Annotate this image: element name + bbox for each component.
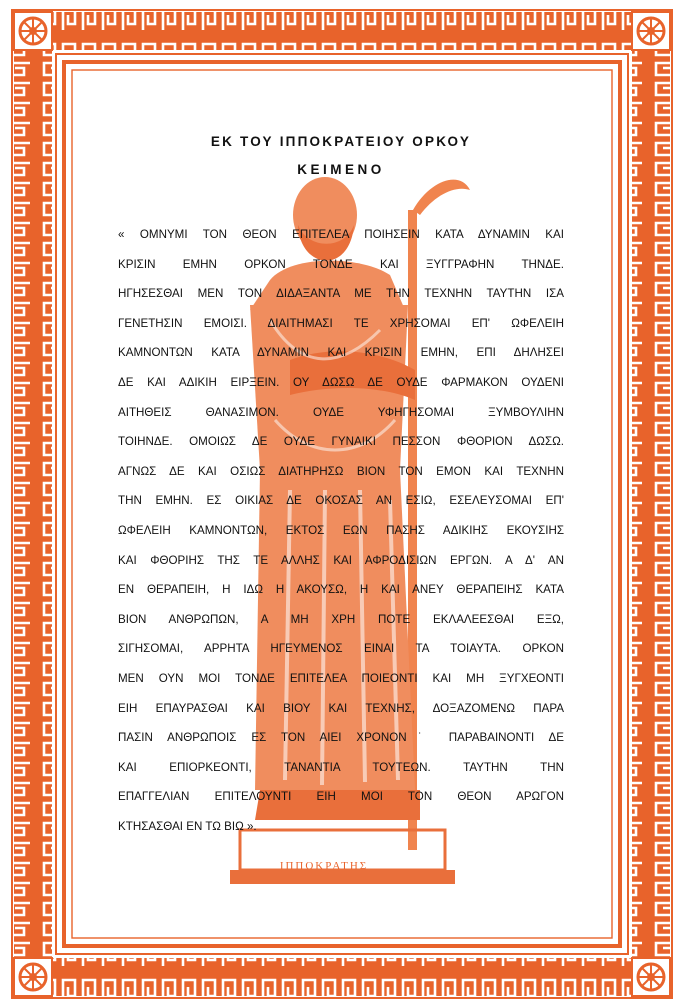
oath-line: ΤΗΝ ΕΜΗΝ. ΕΣ ΟΙΚΙΑΣ ΔΕ ΟΚΟΣΑΣ ΑΝ ΕΣΙΩ, ΕΣΕΛΕΥΣΟΜΑΙ ΕΠ' bbox=[118, 494, 564, 508]
document-title: ΕΚ ΤΟΥ ΙΠΠΟΚΡΑΤΕΙΟΥ ΟΡΚΟΥ bbox=[210, 134, 472, 149]
oath-line: ΔΕ ΚΑΙ ΑΔΙΚΙΗ ΕΙΡΞΕΙΝ. ΟΥ ΔΩΣΩ ΔΕ ΟΥΔΕ ΦΑΡΜΑΚΟΝ ΟΥΔΕΝΙ bbox=[118, 375, 564, 389]
document-subtitle: ΚΕΙΜΕΝΟ bbox=[297, 162, 385, 177]
oath-line: ΚΑΙ ΦΘΟΡΙΗΣ ΤΗΣ ΤΕ ΑΛΛΗΣ ΚΑΙ ΑΦΡΟΔΙΣΙΩΝ ΕΡΓΩΝ. Α Δ' ΑΝ bbox=[118, 553, 564, 567]
oath-line: ΚΑΜΝΟΝΤΩΝ ΚΑΤΑ ΔΥΝΑΜΙΝ ΚΑΙ ΚΡΙΣΙΝ ΕΜΗΝ, ΕΠΙ ΔΗΛΗΣΕΙ bbox=[118, 346, 564, 360]
oath-line: ΚΡΙΣΙΝ ΕΜΗΝ ΟΡΚΟΝ ΤΟΝΔΕ ΚΑΙ ΞΥΓΓΡΑΦΗΝ ΤΗΝΔΕ. bbox=[118, 257, 564, 271]
oath-line: ΒΙΟΝ ΑΝΘΡΩΠΩΝ, Α ΜΗ ΧΡΗ ΠΟΤΕ ΕΚΛΑΛΕΕΣΘΑΙ ΕΞΩ, bbox=[118, 612, 564, 626]
oath-line: ΤΟΙΗΝΔΕ. ΟΜΟΙΩΣ ΔΕ ΟΥΔΕ ΓΥΝΑΙΚΙ ΠΕΣΣΟΝ ΦΘΟΡΙΟΝ ΔΩΣΩ. bbox=[118, 435, 564, 449]
oath-line: ΕΠΑΓΓΕΛΙΑΝ ΕΠΙΤΕΛΟΥΝΤΙ ΕΙΗ ΜΟΙ ΤΟΝ ΘΕΟΝ ΑΡΩΓΟΝ bbox=[118, 790, 564, 804]
corner-rosette-icon bbox=[632, 958, 670, 996]
oath-line: ΠΑΣΙΝ ΑΝΘΡΩΠΟΙΣ ΕΣ ΤΟΝ ΑΙΕΙ ΧΡΟΝΟΝ˙ ΠΑΡΑΒΑΙΝΟΝΤΙ ΔΕ bbox=[118, 731, 564, 745]
oath-content bbox=[118, 128, 564, 888]
corner-rosette-icon bbox=[14, 12, 52, 50]
oath-line: ΜΕΝ ΟΥΝ ΜΟΙ ΤΟΝΔΕ ΕΠΙΤΕΛΕΑ ΠΟΙΕΟΝΤΙ ΚΑΙ ΜΗ ΞΥΓΧΕΟΝΤΙ bbox=[118, 671, 564, 685]
statue-caption: ΙΠΠΟΚΡΑΤΗΣ bbox=[279, 860, 369, 872]
oath-text bbox=[118, 220, 564, 841]
oath-line: ΑΓΝΩΣ ΔΕ ΚΑΙ ΟΣΙΩΣ ΔΙΑΤΗΡΗΣΩ ΒΙΟΝ ΤΟΝ ΕΜΟΝ ΚΑΙ ΤΕΧΝΗΝ bbox=[118, 464, 564, 478]
oath-line: ΑΙΤΗΘΕΙΣ ΘΑΝΑΣΙΜΟΝ. ΟΥΔΕ ΥΦΗΓΗΣΟΜΑΙ ΞΥΜΒΟΥΛΙΗΝ bbox=[118, 405, 564, 419]
oath-line: ΚΑΙ ΕΠΙΟΡΚΕΟΝΤΙ, ΤΑΝΑΝΤΙΑ ΤΟΥΤΕΩΝ. ΤΑΥΤΗΝ ΤΗΝ bbox=[118, 760, 564, 774]
oath-line: ΩΦΕΛΕΙΗ ΚΑΜΝΟΝΤΩΝ, ΕΚΤΟΣ ΕΩΝ ΠΑΣΗΣ ΑΔΙΚΙΗΣ ΕΚΟΥΣΙΗΣ bbox=[118, 523, 564, 537]
oath-line: ΕΙΗ ΕΠΑΥΡΑΣΘΑΙ ΚΑΙ ΒΙΟΥ ΚΑΙ ΤΕΧΝΗΣ, ΔΟΞΑΖΟΜΕΝΩ ΠΑΡΑ bbox=[118, 701, 564, 715]
oath-line: ΚΤΗΣΑΣΘΑΙ ΕΝ ΤΩ ΒΙΩ ». bbox=[118, 819, 257, 833]
oath-line: ΕΝ ΘΕΡΑΠΕΙΗ, Η ΙΔΩ Η ΑΚΟΥΣΩ, Η ΚΑΙ ΑΝΕΥ ΘΕΡΑΠΕΙΗΣ ΚΑΤΑ bbox=[118, 583, 564, 597]
corner-rosette-icon bbox=[14, 958, 52, 996]
oath-line: ΣΙΓΗΣΟΜΑΙ, ΑΡΡΗΤΑ ΗΓΕΥΜΕΝΟΣ ΕΙΝΑΙ ΤΑ ΤΟΙΑΥΤΑ. ΟΡΚΟΝ bbox=[118, 642, 564, 656]
oath-line: ΓΕΝΕΤΗΣΙΝ ΕΜΟΙΣΙ. ΔΙΑΙΤΗΜΑΣΙ ΤΕ ΧΡΗΣΟΜΑΙ ΕΠ' ΩΦΕΛΕΙΗ bbox=[118, 316, 564, 330]
oath-line: ΗΓΗΣΕΣΘΑΙ ΜΕΝ ΤΟΝ ΔΙΔΑΞΑΝΤΑ ΜΕ ΤΗΝ ΤΕΧΝΗΝ ΤΑΥΤΗΝ ΙΣΑ bbox=[118, 287, 564, 301]
corner-rosette-icon bbox=[632, 12, 670, 50]
oath-line: « ΟΜΝΥΜΙ ΤΟΝ ΘΕΟΝ ΕΠΙΤΕΛΕΑ ΠΟΙΗΣΕΙΝ ΚΑΤΑ ΔΥΝΑΜΙΝ ΚΑΙ bbox=[118, 228, 564, 241]
